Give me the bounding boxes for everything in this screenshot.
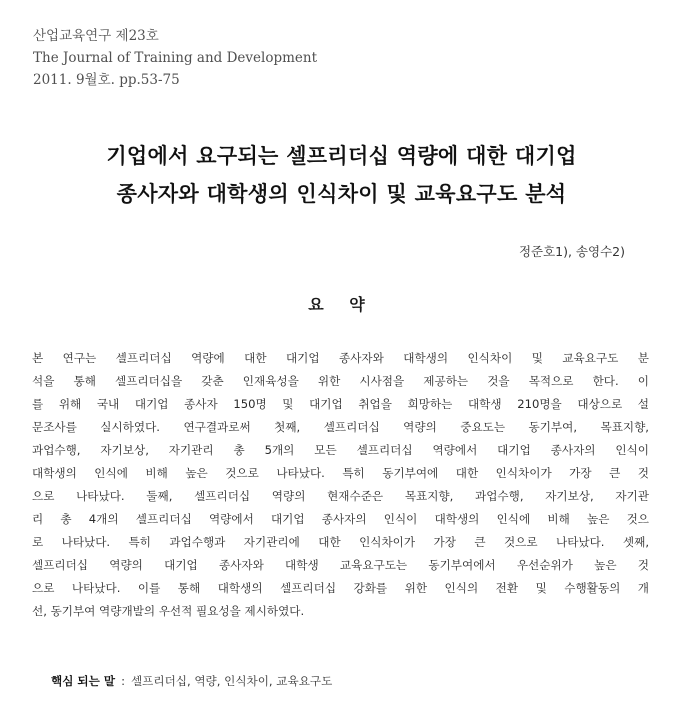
abstract-line: 과업수행, 자기보상, 자기관리 총 5개의 모든 셀프리더십 역량에서 대기업 종사자의 인식이 bbox=[32, 443, 649, 457]
journal-name-english: The Journal of Training and Development bbox=[33, 50, 318, 66]
journal-issue: 2011. 9월호. pp.53-75 bbox=[33, 72, 180, 88]
paper-title-line-1: 기업에서 요구되는 셀프리더십 역량에 대한 대기업 bbox=[106, 144, 577, 168]
abstract-line: 대학생의 인식에 비해 높은 것으로 나타났다. 특히 동기부여에 대한 인식차이가 가장 큰 것 bbox=[32, 466, 649, 480]
abstract-line: 로 나타났다. 특히 과업수행과 자기관리에 대한 인식차이가 가장 큰 것으로 나타났다. 셋째, bbox=[32, 535, 649, 549]
keywords bbox=[51, 673, 332, 689]
abstract-body bbox=[32, 347, 649, 623]
paper-title-line-2: 종사자와 대학생의 인식차이 및 교육요구도 분석 bbox=[116, 182, 567, 206]
keywords-value: 셀프리더십, 역량, 인식차이, 교육요구도 bbox=[130, 674, 333, 688]
abstract-line: 으로 나타났다. 둘째, 셀프리더십 역량의 현재수준은 목표지향, 과업수행, 자기보상, 자기관 bbox=[32, 489, 649, 503]
abstract-heading: 요 약 bbox=[308, 295, 375, 314]
journal-header bbox=[33, 25, 433, 91]
abstract-line: 본 연구는 셀프리더십 역량에 대한 대기업 종사자와 대학생의 인식차이 및 교육요구도 분 bbox=[32, 351, 649, 365]
abstract-line: 석을 통해 셀프리더십을 갖춘 인재육성을 위한 시사점을 제공하는 것을 목적으로 한다. 이 bbox=[32, 374, 649, 388]
abstract-line: 셀프리더십 역량의 대기업 종사자와 대학생 교육요구도는 동기부여에서 우선순위가 높은 것 bbox=[32, 558, 649, 572]
abstract-line: 리 총 4개의 셀프리더십 역량에서 대기업 종사자의 인식이 대학생의 인식에 비해 높은 것으 bbox=[32, 512, 649, 526]
abstract-line: 으로 나타났다. 이를 통해 대학생의 셀프리더십 강화를 위한 인식의 전환 및 수행활동의 개 bbox=[32, 581, 649, 595]
paper-title bbox=[0, 137, 683, 213]
keywords-label: 핵심 되는 말 bbox=[51, 674, 116, 688]
abstract-line: 선, 동기부여 역량개발의 우선적 필요성을 제시하였다. bbox=[32, 604, 305, 618]
abstract-line: 를 위해 국내 대기업 종사자 150명 및 대기업 취업을 희망하는 대학생 210명을 대상으로 설 bbox=[32, 397, 649, 411]
journal-name-korean: 산업교육연구 제23호 bbox=[33, 28, 159, 44]
paper-authors: 정준호1), 송영수2) bbox=[518, 244, 625, 259]
keywords-separator: : bbox=[121, 674, 125, 688]
abstract-line: 문조사를 실시하였다. 연구결과로써 첫째, 셀프리더십 역량의 중요도는 동기부여, 목표지향, bbox=[32, 420, 649, 434]
